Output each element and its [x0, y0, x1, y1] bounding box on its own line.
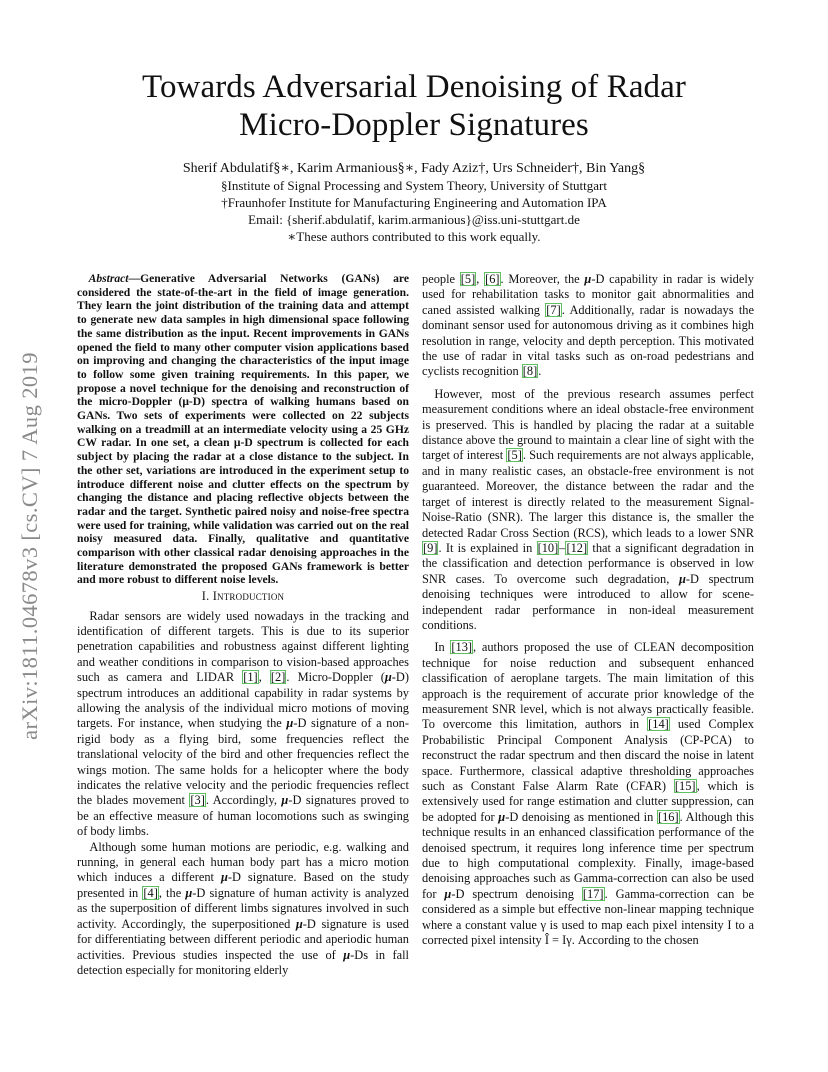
mu-symbol: μ: [295, 916, 303, 931]
intro-paragraph: In [13], authors proposed the use of CLEAN decomposition technique for noise reduction and subsequent enhanced classification of aeroplane targets. The main limitation of this approach is the requirement of accurate prior knowledge of the measurement SNR level, which is not always practically feasible. To overcome this limitation, authors in [14] used Complex Probabilistic Principal Component Analysis (CP-PCA) to reconstruct the radar spectrum and then discard the noise in latent space. Furthermore, classical adaptive thresholding approaches such as Constant False Alarm Rate (CFAR) [15], which is extensively used for range estimation and clutter suppression, can be adopted for μ-D denoising as mentioned in [16]. Although this technique results in an enhanced classification performance of the denoised spectrum, it requires long inference time per spectrum due to high computational complexity. Finally, image-based denoising approaches such as Gamma-correction can also be used for μ-D spectrum denoising [17]. Gamma-correction can be considered as a simple but effective non-linear mapping technique where a constant value γ is used to map each pixel intensity I to a corrected pixel intensity Î = Iγ. According to the chosen: [422, 640, 755, 948]
mu-symbol: μ: [286, 716, 294, 731]
mu-symbol: μ: [384, 670, 392, 685]
mu-symbol: μ: [185, 885, 193, 900]
equal-contribution-note: ∗These authors contributed to this work equally.: [287, 229, 541, 244]
abstract-text: —Generative Adversarial Networks (GANs) are considered the state-of-the-art in the field of image generation. They learn the joint distribution of the training data and attempt to generate new data samples in high dimensional space following the same distribution as the input. Recent improvements in GANs opened the field to many other computer vision applications based on improving and changing the characteristics of the input image to follow some given training requirements. In this paper, we propose a novel technique for the denoising and reconstruction of the micro-Doppler (μ-D) spectra of walking humans based on GANs. Two sets of experiments were collected on 22 subjects walking on a treadmill at an intermediate velocity using a 25 GHz CW radar. In one set, a clean μ-D spectrum is collected for each subject by placing the radar at a close distance to the subject. In the other set, variations are introduced in the experiment setup to introduce different noise and clutter effects on the spectrum by changing the distance and placing reflective objects between the radar and the target. Synthetic paired noisy and noise-free spectra were used for training, while validation was carried out on the real noisy measured data. Finally, qualitative and quantitative comparison with other classical radar denoising approaches in the literature demonstrated the proposed GANs framework is better and more robust to different noise levels.: [77, 272, 409, 587]
paper-title: Towards Adversarial Denoising of Radar Micro-Doppler Signatures: [141, 69, 686, 143]
citation-link[interactable]: [4]: [143, 885, 158, 900]
intro-paragraph-continued: people [5], [6]. Moreover, the μ-D capability in radar is widely used for rehabilitation tasks to monitor gait abnormalities and caned assisted walking [7]. Additionally, radar is nowadays the dominant sensor used for autonomous driving as it combines high resolution in range, velocity and depth perception. This motivated the use of radar in vital tasks such as on-road pedestrians and cyclists recognition [8].: [422, 272, 754, 379]
citation-link[interactable]: [1]: [243, 670, 258, 685]
citation-link[interactable]: [10]: [537, 540, 559, 555]
mu-symbol: μ: [444, 886, 452, 901]
author-list: Sherif Abdulatif§∗, Karim Armanious§∗, Fady Aziz†, Urs Schneider†, Bin Yang§: [182, 161, 646, 176]
citation-link[interactable]: [9]: [423, 540, 438, 555]
arxiv-sidebar: [0, 286, 60, 806]
author-email[interactable]: Email: {sherif.abdulatif, karim.armanious}@iss.uni-stuttgart.de: [248, 212, 580, 227]
citation-link[interactable]: [15]: [674, 779, 696, 793]
abstract-lead: Abstract: [88, 272, 129, 285]
affiliation-fraunhofer: †Fraunhofer Institute for Manufacturing Engineering and Automation IPA: [221, 195, 607, 210]
citation-link[interactable]: [5]: [507, 448, 522, 463]
mu-symbol: μ: [678, 571, 686, 586]
section-number: I.: [201, 589, 210, 604]
citation-link[interactable]: [7]: [546, 302, 561, 317]
citation-link[interactable]: [13]: [451, 640, 473, 655]
intro-paragraph: Although some human motions are periodic, e.g. walking and running, in general each human body part has a micro motion which induces a different μ-D signature. Based on the study presented in [4], the μ-D signature of human activity is analyzed as the superposition of different limbs signatures involved in such activity. Accordingly, the superpositioned μ-D signature is used for differentiating between different periodic and aperiodic human activities. Previous studies inspected the use of μ-Ds in fall detection especially for monitoring elderly: [77, 839, 409, 977]
citation-link[interactable]: [16]: [657, 809, 679, 824]
mu-symbol: μ: [498, 809, 506, 824]
intro-paragraph: Radar sensors are widely used nowadays in the tracking and identification of different targets. This is due to its superior penetration capabilities and robustness against different lighting and weather conditions in comparison to vision-based approaches such as camera and LIDAR [1], [2]. Micro-Doppler (μ-D) spectrum introduces an additional capability in radar systems by allowing the analysis of the individual micro motions of moving targets. For instance, when studying the μ-D signature of a non-rigid body as a flying bird, some frequencies reflect the translational velocity of the bird and other frequencies reflect the wings motion. The same holds for a helicopter where the body indicates the relative velocity and the periodic frequencies reflect the blades movement [3]. Accordingly, μ-D signatures proved to be an effective measure of human locomotions such as swinging of body limbs.: [77, 608, 409, 839]
citation-link[interactable]: [14]: [648, 717, 669, 732]
author-block: [100, 160, 728, 245]
intro-paragraph: However, most of the previous research assumes perfect measurement conditions where an ideal obstacle-free environment is preserved. This is handled by placing the radar at a suitable distance above the ground to maintain a clear line of sight with the target of interest [5]. Such requirements are not always applicable, and in many realistic cases, an obstacle-free environment is not guaranteed. Moreover, the distance between the radar and the target of interest is directly related to the measurement Signal-Noise-Ratio (SNR). The larger this distance is, the smaller the detected Radar Cross Section (RCS), which leads to a lower SNR [9]. It is explained in [10]–[12] that a significant degradation in the classification and detection performance is observed in low SNR cases. To overcome such degradation, μ-D spectrum denoising techniques were introduced to allow for scene-independent radar performance in non-ideal measurement conditions.: [422, 386, 755, 632]
mu-symbol: μ: [584, 272, 592, 286]
mu-symbol: μ: [343, 947, 351, 962]
left-column: [77, 272, 409, 978]
citation-link[interactable]: [8]: [522, 364, 538, 379]
citation-link[interactable]: [5]: [460, 272, 476, 286]
arxiv-identifier[interactable]: arXiv:1811.04678v3 [cs.CV] 7 Aug 2019: [17, 352, 42, 740]
citation-link[interactable]: [3]: [190, 793, 205, 808]
citation-link[interactable]: [6]: [485, 272, 500, 286]
right-column: [422, 272, 754, 948]
section-name: Introduction: [212, 589, 285, 604]
citation-link[interactable]: [17]: [582, 886, 604, 901]
mu-symbol: μ: [220, 870, 228, 885]
abstract: [77, 272, 409, 587]
citation-link[interactable]: [12]: [566, 540, 588, 555]
mu-symbol: μ: [281, 793, 289, 808]
citation-link[interactable]: [2]: [270, 670, 286, 685]
affiliation-stuttgart: §Institute of Signal Processing and System Theory, University of Stuttgart: [221, 178, 607, 193]
section-heading-introduction: [77, 589, 409, 604]
